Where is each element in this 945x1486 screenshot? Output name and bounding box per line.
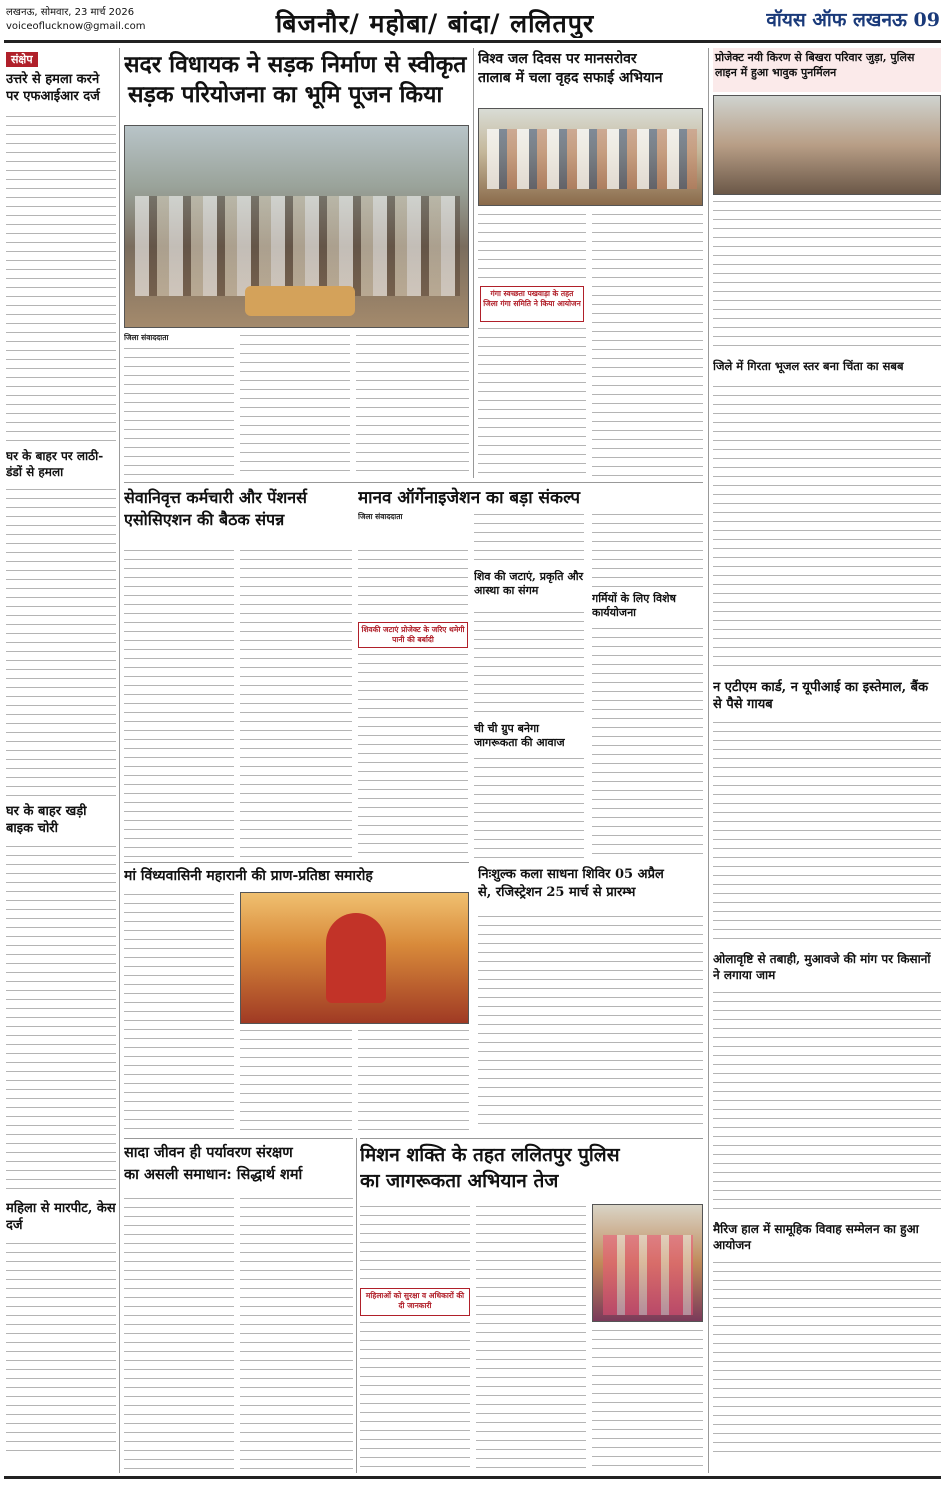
- section-title: बिजनौर/ महोबा/ बांदा/ ललितपुर: [275, 9, 595, 38]
- mission-body-col-3: [592, 1328, 703, 1470]
- lead-body-col-3: [356, 333, 469, 476]
- right-headline-4: ओलावृष्टि से तबाही, मुआवजे की मांग पर किसानों ने लगाया जाम: [713, 952, 931, 982]
- brief-headline-3: महिला से मारपीट, केस दर्ज: [6, 1201, 116, 1233]
- right-photo-1: [713, 95, 941, 195]
- brief-body-4: [6, 1241, 116, 1459]
- brief-body-1: [6, 114, 116, 444]
- right-headline-3: न एटीएम कार्ड, न यूपीआई का इस्तेमाल, बैंक से पैसे गायब: [713, 680, 929, 712]
- brief-column: [6, 48, 116, 1473]
- sada-headline: सादा जीवन ही पर्यावरण संरक्षण का असली समाधान: सिद्धार्थ शर्मा: [124, 1144, 303, 1183]
- brief-body-3: [6, 844, 116, 1196]
- masthead: वॉयस ऑफ लखनऊ 09: [766, 9, 940, 31]
- manav-body-4: [592, 512, 703, 590]
- lead-bureau: जिला संवाददाता: [124, 333, 169, 342]
- mission-body-col-2: [476, 1204, 586, 1470]
- manav-bureau: जिला संवाददाता: [358, 512, 403, 521]
- right-column: [713, 48, 941, 1473]
- pensioners-body-col-3: [358, 548, 468, 618]
- kala-body: [478, 914, 703, 1132]
- right-body-5: [713, 1260, 941, 1460]
- kala-headline: निःशुल्क कला साधना शिविर 05 अप्रैल से, रजिस्ट्रेशन 25 मार्च से प्रारम्भ: [478, 867, 664, 900]
- manav-body-3: [474, 756, 584, 858]
- water-body-col-1: [478, 212, 586, 282]
- right-body-2: [713, 384, 941, 674]
- brief-headline-1: उत्तरे से हमला करने पर एफआईआर दर्ज: [6, 72, 100, 104]
- pensioners-box: शिवकी जटाएं प्रोजेक्ट के जरिए थमेगी पानी की बर्बादी: [358, 622, 468, 648]
- manav-body-1: [474, 512, 584, 568]
- dateline: लखनऊ, सोमवार, 23 मार्च 2026 voiceoflucknow@gmail.com: [6, 6, 206, 36]
- water-photo: [478, 108, 703, 206]
- mission-body-col-1: [360, 1204, 470, 1284]
- right-headline-2: जिले में गिरता भूजल स्तर बना चिंता का सबब: [713, 359, 904, 373]
- pensioners-body-col-3b: [358, 652, 468, 858]
- page-number: 09: [913, 9, 940, 31]
- lead-headline: सदर विधायक ने सड़क निर्माण से स्वीकृत सड़क परियोजना का भूमि पूजन किया: [124, 51, 467, 108]
- manav-sub-3: गर्मियों के लिए विशेष कार्ययोजना: [592, 592, 676, 619]
- sada-body-col-1: [124, 1196, 234, 1470]
- mission-box: महिलाओं को सुरक्षा व अधिकारों की दी जानकारी: [360, 1288, 470, 1316]
- pensioners-headline: सेवानिवृत्त कर्मचारी और पेंशनर्स एसोसिएशन की बैठक संपन्न: [124, 488, 307, 529]
- footer-rule: [4, 1476, 941, 1479]
- water-body-col-1b: [478, 326, 586, 476]
- sada-body-col-2: [240, 1196, 353, 1470]
- right-body-1: [713, 199, 941, 354]
- water-headline: विश्व जल दिवस पर मानसरोवर तालाब में चला वृहद सफाई अभियान: [478, 51, 663, 86]
- lead-body-col-2: [240, 333, 350, 476]
- lead-body-col-1: [124, 346, 234, 476]
- email: voiceoflucknow@gmail.com: [6, 21, 146, 32]
- brief-body-2: [6, 487, 116, 799]
- vindhya-photo: [240, 892, 469, 1024]
- vindhya-body-col-3: [358, 1028, 469, 1132]
- mission-headline: मिशन शक्ति के तहत ललितपुर पुलिस का जागरूकता अभियान तेज: [360, 1144, 620, 1192]
- manav-sub-2: ची ची ग्रुप बनेगा जागरूकता की आवाज: [474, 722, 565, 749]
- manav-body-5: [592, 626, 703, 858]
- right-body-3: [713, 720, 941, 946]
- mission-photo: [592, 1204, 703, 1322]
- brief-tag: संक्षेप: [6, 52, 38, 67]
- header-rule: [4, 40, 941, 43]
- vindhya-body-col-1: [124, 892, 234, 1132]
- pensioners-body-col-1: [124, 548, 234, 858]
- mission-body-col-1b: [360, 1320, 470, 1470]
- right-headline-1: प्रोजेक्ट नयी किरण से बिखरा परिवार जुड़ा, पुलिस लाइन में हुआ भावुक पुनर्मिलन: [713, 48, 941, 92]
- brief-headline-2: घर के बाहर खड़ी बाइक चोरी: [6, 804, 87, 836]
- vindhya-body-col-2: [240, 1028, 352, 1132]
- water-body-col-2: [592, 212, 703, 476]
- manav-headline: मानव ऑर्गेनाइजेशन का बड़ा संकल्प: [358, 488, 581, 508]
- vindhya-headline: मां विंध्यवासिनी महारानी की प्राण-प्रतिष्ठा समारोह: [124, 868, 373, 884]
- lead-photo: [124, 125, 469, 328]
- pensioners-body-col-2: [240, 548, 352, 858]
- manav-sub-1: शिव की जटाएं, प्रकृति और आस्था का संगम: [474, 570, 584, 597]
- brief-headline-plus: घर के बाहर पर लाठी-डंडों से हमला: [6, 449, 104, 479]
- manav-body-2: [474, 610, 584, 720]
- right-headline-5: मैरिज हाल में सामूहिक विवाह सम्मेलन का हुआ आयोजन: [713, 1222, 919, 1252]
- water-box: गंगा स्वच्छता पखवाड़ा के तहत जिला गंगा समिति ने किया आयोजन: [480, 286, 584, 322]
- right-body-4: [713, 990, 941, 1216]
